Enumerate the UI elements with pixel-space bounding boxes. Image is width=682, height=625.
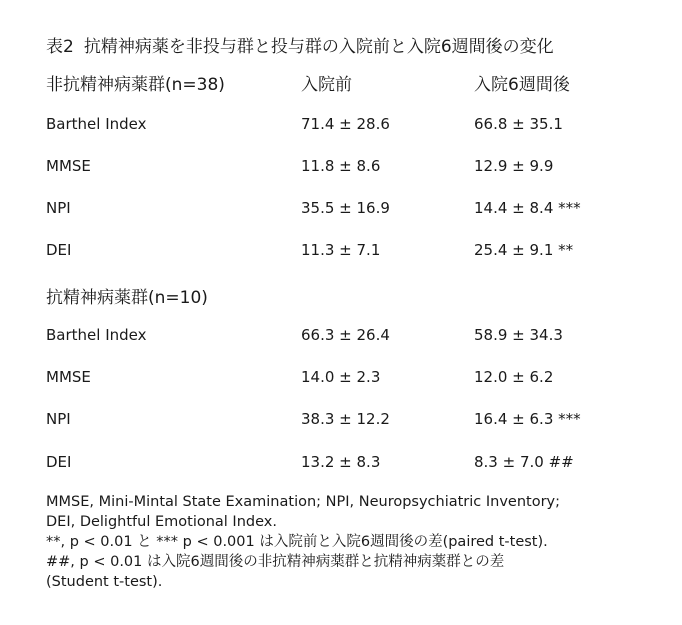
value-after: 12.9 ± 9.9	[474, 157, 554, 175]
footnote-line: ##, p < 0.01 は入院6週間後の非抗精神病薬群と抗精神病薬群との差	[46, 554, 505, 570]
row-label: DEI	[46, 241, 72, 259]
table-row	[0, 410, 682, 434]
value-after: 8.3 ± 7.0 ##	[474, 453, 574, 471]
table-row	[0, 115, 682, 139]
value-after: 14.4 ± 8.4 ***	[474, 199, 581, 217]
value-after: 25.4 ± 9.1 **	[474, 241, 574, 259]
value-after: 58.9 ± 34.3	[474, 326, 563, 344]
table-row	[0, 241, 682, 265]
table-title-text: 抗精神病薬を非投与群と投与群の入院前と入院6週間後の変化	[83, 37, 554, 57]
table-row	[0, 199, 682, 223]
footnote-line: **, p < 0.01 と *** p < 0.001 は入院前と入院6週間後の差(paired t-test).	[46, 534, 548, 550]
footnote-line: DEI, Delightful Emotional Index.	[46, 514, 277, 530]
value-before: 35.5 ± 16.9	[301, 199, 390, 217]
table-row	[0, 326, 682, 350]
row-label: NPI	[46, 199, 71, 217]
row-label: MMSE	[46, 368, 91, 386]
table-row	[0, 368, 682, 392]
value-before: 71.4 ± 28.6	[301, 115, 390, 133]
value-after: 12.0 ± 6.2	[474, 368, 554, 386]
row-label: MMSE	[46, 157, 91, 175]
table-row	[0, 157, 682, 181]
group-heading-non-antipsychotic: 非抗精神病薬群(n=38)	[46, 75, 225, 95]
value-before: 38.3 ± 12.2	[301, 410, 390, 428]
row-label: DEI	[46, 453, 72, 471]
footnote-line: MMSE, Mini-Mintal State Examination; NPI, Neuropsychiatric Inventory;	[46, 494, 561, 510]
table-row	[0, 453, 682, 477]
value-before: 14.0 ± 2.3	[301, 368, 381, 386]
column-header-after: 入院6週間後	[474, 75, 570, 95]
row-label: Barthel Index	[46, 115, 147, 133]
value-before: 13.2 ± 8.3	[301, 453, 381, 471]
table-number: 表2	[46, 37, 74, 57]
row-label: Barthel Index	[46, 326, 147, 344]
value-after: 66.8 ± 35.1	[474, 115, 563, 133]
value-before: 11.8 ± 8.6	[301, 157, 381, 175]
column-header-before: 入院前	[301, 75, 352, 95]
value-before: 11.3 ± 7.1	[301, 241, 381, 259]
row-label: NPI	[46, 410, 71, 428]
table-title	[46, 32, 554, 57]
value-before: 66.3 ± 26.4	[301, 326, 390, 344]
value-after: 16.4 ± 6.3 ***	[474, 410, 581, 428]
footnotes	[46, 492, 560, 592]
group-heading-antipsychotic: 抗精神病薬群(n=10)	[46, 288, 208, 308]
footnote-line: (Student t-test).	[46, 574, 163, 590]
